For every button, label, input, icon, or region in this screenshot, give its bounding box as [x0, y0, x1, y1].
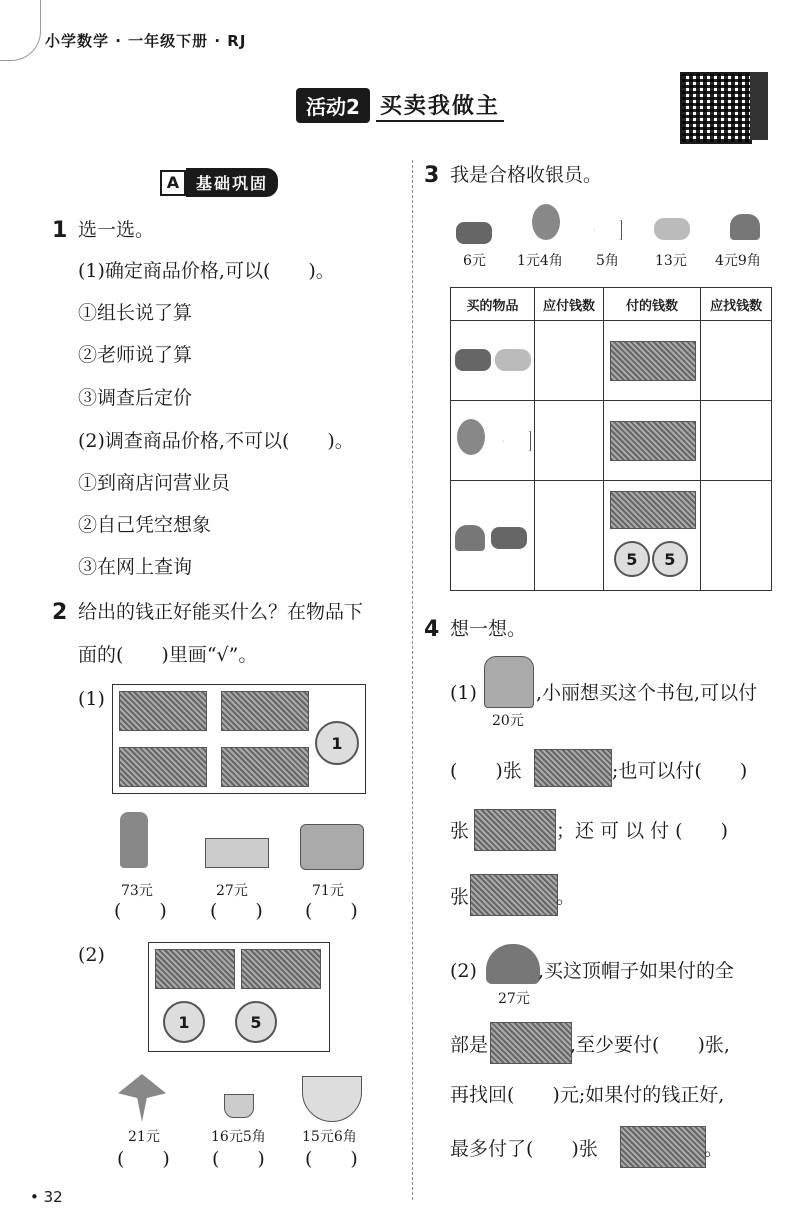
- chinese-knot-icon: [118, 1074, 166, 1122]
- answer-cell[interactable]: [535, 321, 604, 401]
- qr-code-icon[interactable]: [680, 72, 752, 144]
- q4-text: 。: [704, 1138, 724, 1160]
- price-label: 27元: [498, 991, 530, 1007]
- book-title: 小学数学 · 一年级下册 · RJ: [45, 32, 247, 50]
- bill-icon: [119, 691, 207, 731]
- price-label: 21元: [128, 1129, 160, 1145]
- backpack-icon: [484, 656, 534, 708]
- q2-money-box-1: [112, 684, 366, 794]
- section-a-heading: [160, 168, 278, 197]
- bill-icon: [155, 949, 235, 989]
- answer-cell[interactable]: [701, 401, 772, 481]
- items-cell: [451, 481, 535, 591]
- q4-number: 4: [424, 617, 440, 642]
- coin-icon: 1: [163, 1001, 205, 1043]
- table-header: 买的物品: [451, 288, 535, 321]
- q4-part2-label: (2): [450, 960, 477, 982]
- car-icon: [491, 527, 527, 549]
- q4-text: 张: [450, 820, 470, 842]
- price-label: 15元6角: [302, 1129, 357, 1145]
- bill-icon: [610, 421, 696, 461]
- price-label: 16元5角: [211, 1129, 266, 1145]
- box-icon: [205, 838, 269, 868]
- table-row: [451, 401, 772, 481]
- car-icon: [456, 222, 492, 244]
- table-row: [451, 481, 772, 591]
- table-row: [451, 321, 772, 401]
- bill-icon: [221, 691, 309, 731]
- price-label: 20元: [492, 713, 524, 729]
- corner-decoration: [0, 0, 41, 61]
- price-label: 13元: [655, 253, 687, 269]
- helicopter-icon: [495, 349, 531, 371]
- q1-part2: (2)调查商品价格,不可以( )。: [78, 430, 354, 452]
- q1-option: ①到商店问营业员: [78, 472, 231, 494]
- hat-icon: [486, 944, 540, 984]
- q4-text: ;也可以付( ): [612, 760, 748, 782]
- price-label: 1元4角: [517, 253, 563, 269]
- q2-part1-label: (1): [78, 688, 105, 710]
- bill-icon: [474, 809, 556, 851]
- price-label: 4元9角: [715, 253, 761, 269]
- q1-option: ②老师说了算: [78, 344, 193, 366]
- q2-part2-label: (2): [78, 944, 105, 966]
- price-label: 27元: [216, 883, 248, 899]
- q4-text: 张: [450, 886, 470, 908]
- car-icon: [455, 349, 491, 371]
- column-divider: [412, 160, 413, 1200]
- balloon-icon: [457, 419, 485, 455]
- helicopter-icon: [654, 218, 690, 240]
- bill-icon: [241, 949, 321, 989]
- answer-cell[interactable]: [535, 401, 604, 481]
- q4-text: ；还 可 以 付 ( ): [556, 820, 728, 842]
- bill-icon: [610, 491, 696, 529]
- q2-money-box-2: [148, 942, 330, 1052]
- bill-icon: [221, 747, 309, 787]
- bill-icon: [610, 341, 696, 381]
- items-cell: [451, 321, 535, 401]
- section-label: 基础巩固: [186, 168, 278, 197]
- answer-paren[interactable]: ( ): [210, 900, 263, 922]
- q4-text: 最多付了( )张: [450, 1138, 598, 1160]
- answer-cell[interactable]: [701, 321, 772, 401]
- paid-cell: [603, 401, 701, 481]
- tank-icon: [300, 824, 364, 870]
- hamburger-icon: [455, 525, 485, 551]
- answer-cell[interactable]: [701, 481, 772, 591]
- answer-paren[interactable]: ( ): [212, 1148, 265, 1170]
- shuttlecock-icon: [594, 220, 622, 240]
- q1-option: ①组长说了算: [78, 302, 193, 324]
- hamburger-icon: [730, 214, 760, 240]
- q1-option: ③调查后定价: [78, 387, 193, 409]
- q1-option: ②自己凭空想象: [78, 514, 212, 536]
- q3-title: 我是合格收银员。: [450, 164, 603, 186]
- answer-cell[interactable]: [535, 481, 604, 591]
- price-label: 71元: [312, 883, 344, 899]
- table-header: 应付钱数: [535, 288, 604, 321]
- section-badge: A: [160, 170, 186, 196]
- price-label: 73元: [121, 883, 153, 899]
- bill-icon: [470, 874, 558, 916]
- balloon-icon: [532, 204, 560, 240]
- coin-icon: 1: [315, 721, 359, 765]
- answer-paren[interactable]: ( ): [305, 900, 358, 922]
- cup-icon: [224, 1094, 254, 1118]
- q4-text: 。: [556, 886, 576, 908]
- price-label: 6元: [463, 253, 486, 269]
- answer-paren[interactable]: ( ): [117, 1148, 170, 1170]
- activity-heading: 买卖我做主: [376, 89, 504, 122]
- paid-cell: [603, 481, 701, 591]
- q4-text: ,至少要付( )张,: [570, 1034, 730, 1056]
- activity-chip: 活动2: [296, 88, 370, 123]
- coin-icon: 5: [614, 541, 650, 577]
- coin-icon: 5: [235, 1001, 277, 1043]
- cashier-table: [450, 287, 772, 591]
- items-cell: [451, 401, 535, 481]
- q3-number: 3: [424, 163, 440, 188]
- q4-text: ( )张: [450, 760, 522, 782]
- bill-icon: [119, 747, 207, 787]
- q4-part2-text: ,买这顶帽子如果付的全: [538, 960, 735, 982]
- q1-number: 1: [52, 218, 68, 243]
- bill-icon: [490, 1022, 572, 1064]
- coin-icon: 5: [652, 541, 688, 577]
- shuttlecock-icon: [503, 431, 531, 451]
- q1-part1: (1)确定商品价格,可以( )。: [78, 260, 335, 282]
- answer-paren[interactable]: ( ): [114, 900, 167, 922]
- q1-option: ③在网上查询: [78, 556, 193, 578]
- q4-text: 再找回( )元;如果付的钱正好,: [450, 1084, 725, 1106]
- activity-title: [296, 88, 504, 123]
- price-label: 5角: [596, 253, 619, 269]
- q2-line2: 面的( )里画“√”。: [78, 644, 258, 666]
- q2-number: 2: [52, 600, 68, 625]
- paid-cell: [603, 321, 701, 401]
- bowl-icon: [302, 1076, 362, 1122]
- bill-icon: [620, 1126, 706, 1168]
- table-header: 应找钱数: [701, 288, 772, 321]
- answer-paren[interactable]: ( ): [305, 1148, 358, 1170]
- table-header: 付的钱数: [603, 288, 701, 321]
- q4-title: 想一想。: [450, 618, 527, 640]
- q4-part1-label: (1): [450, 682, 477, 704]
- qr-tab: [750, 72, 768, 140]
- q4-text: 部是: [450, 1034, 489, 1056]
- q1-title: 选一选。: [78, 219, 155, 241]
- q4-part1-text: ,小丽想买这个书包,可以付: [536, 682, 758, 704]
- bill-icon: [534, 749, 612, 787]
- drum-icon: [120, 812, 148, 868]
- q2-line1: 给出的钱正好能买什么？在物品下: [78, 601, 364, 623]
- page-number: • 32: [30, 1188, 63, 1206]
